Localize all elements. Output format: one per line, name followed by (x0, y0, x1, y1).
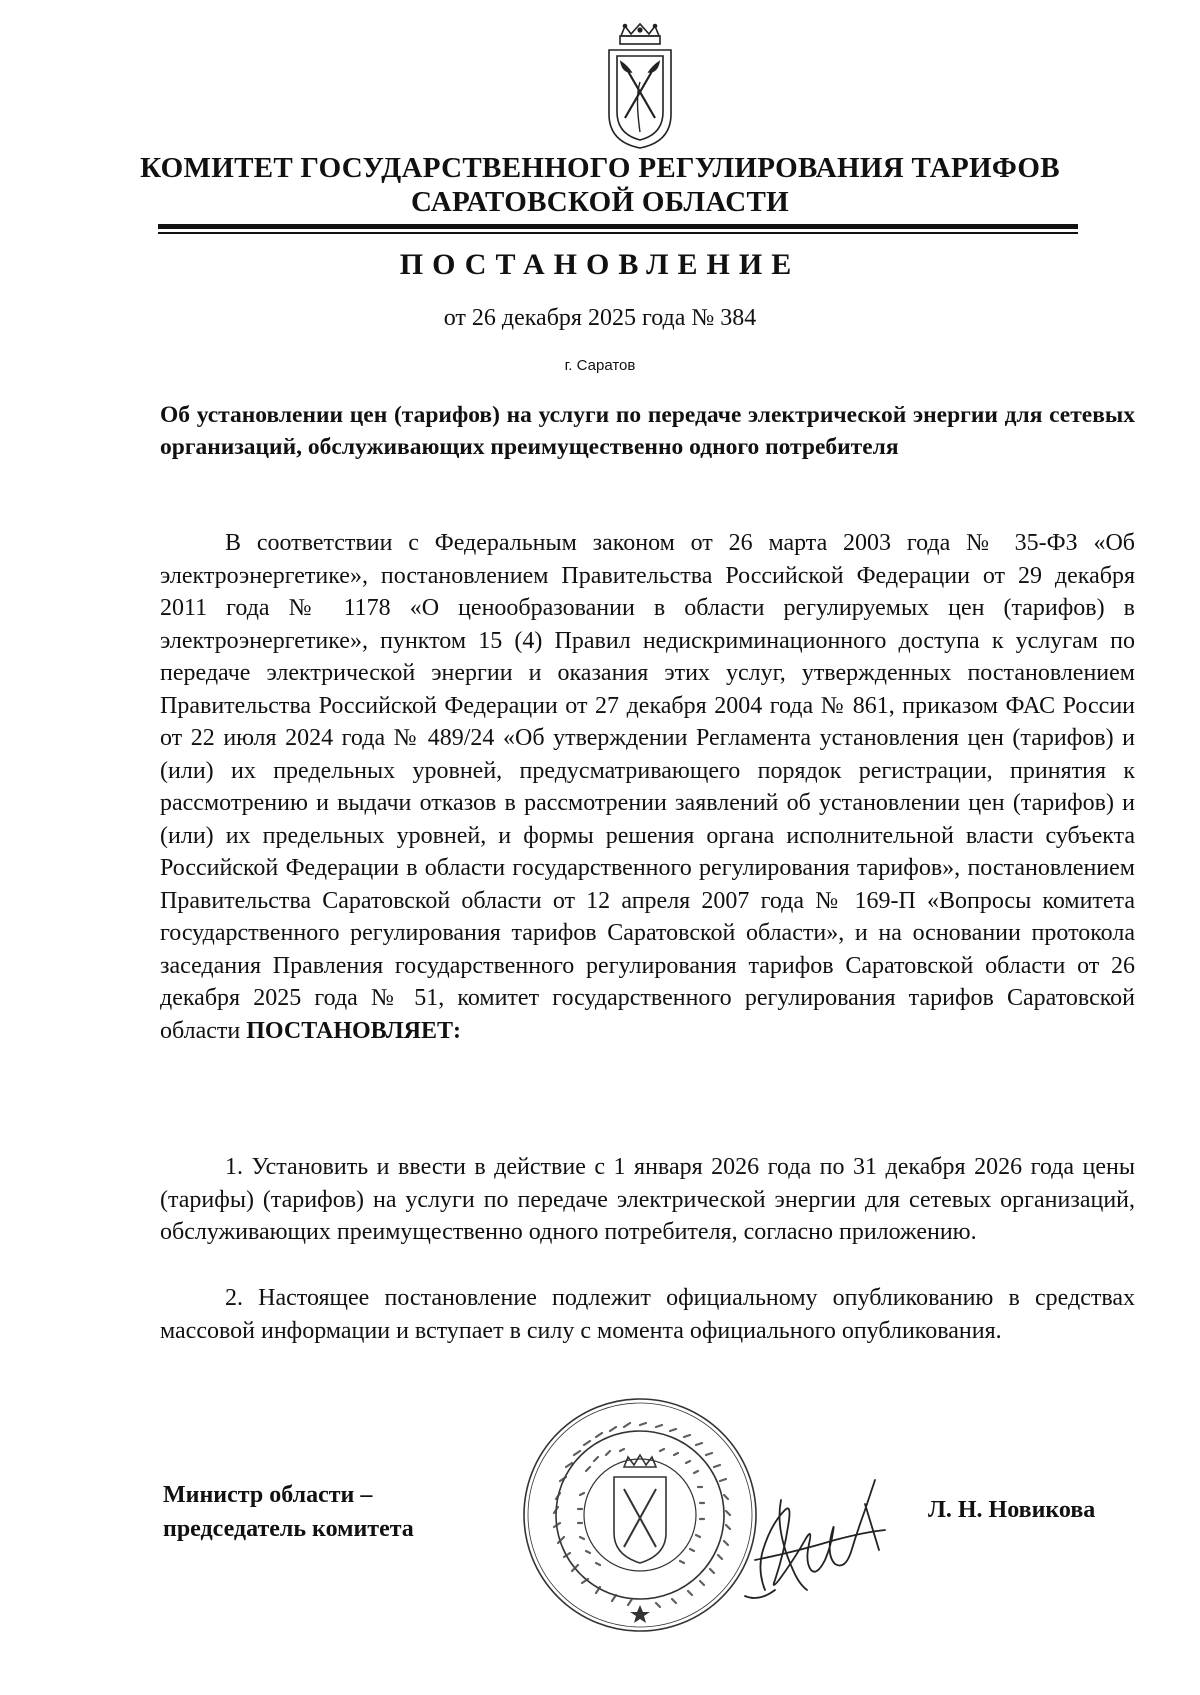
decree-item-2: 2. Настоящее постановление подлежит официальному опубликованию в средствах массовой информации и вступает в силу с момента официального опубликования. (160, 1285, 1135, 1344)
header-divider-thin (158, 232, 1078, 234)
saratov-coat-of-arms-icon (605, 22, 675, 150)
document-subject: Об установлении цен (тарифов) на услуги по передаче электрической энергии для сетевых организаций, обслуживающих преимущественно одного потребителя (160, 402, 1135, 460)
document-type-title: ПОСТАНОВЛЕНИЕ (399, 248, 801, 281)
organization-name-line2: САРАТОВСКОЙ ОБЛАСТИ (411, 186, 789, 218)
organization-name-line1: КОМИТЕТ ГОСУДАРСТВЕННОГО РЕГУЛИРОВАНИЯ ТАРИФОВ (140, 152, 1060, 184)
signatory-position-line1: Министр области – (163, 1482, 373, 1508)
official-seal-stamp (520, 1395, 760, 1635)
decree-item-1: 1. Установить и ввести в действие с 1 января 2026 года по 31 декабря 2026 года цены (тарифы) (тарифов) на услуги по передаче электрической энергии для сетевых организаций, обслуживающих преимущественно одного потребителя, согласно приложению. (160, 1154, 1135, 1245)
document-city: г. Саратов (564, 357, 636, 374)
preamble-text: В соответствии с Федеральным законом от 26 марта 2003 года № 35-ФЗ «Об электроэнергетике», постановлением Правительства Российской Федерации от 29 декабря 2011 года № 1178 «О ценообразовании в области регулируемых цен (тарифов) в электроэнергетике», пунктом 15 (4) Правил недискриминационного доступа к услугам по передаче электрической энергии и оказания этих услуг, утвержденных постановлением Правительства Российской Федерации от 27 декабря 2004 года № 861, приказом ФАС России от 22 июля 2024 года № 489/24 «Об утверждении Регламента установления цен (тарифов) и (или) их предельных уровней, предусматривающего порядок регистрации, принятия к рассмотрению и выдачи отказов в рассмотрении заявлений об установлении цен (тарифов) и (или) их предельных уровней, и формы решения органа исполнительной власти субъекта Российской Федерации в области государственного регулирования тарифов», постановлением Правительства Саратовской области от 12 апреля 2007 года № 169-П «Вопросы комитета государственного регулирования тарифов Саратовской области», и на основании протокола заседания Правления государственного регулирования тарифов Саратовской области от 26 декабря 2025 года № 51, комитет государственного регулирования тарифов Саратовской области (160, 530, 1135, 1044)
document-date-number: от 26 декабря 2025 года № 384 (443, 305, 757, 331)
handwritten-signature (735, 1440, 905, 1610)
decree-word: ПОСТАНОВЛЯЕТ: (246, 1017, 461, 1044)
preamble-paragraph (160, 527, 1135, 1047)
header-divider-thick (158, 224, 1078, 229)
signatory-position-line2: председатель комитета (163, 1516, 414, 1542)
signatory-position (163, 1478, 414, 1546)
signatory-name: Л. Н. Новикова (928, 1497, 1096, 1523)
